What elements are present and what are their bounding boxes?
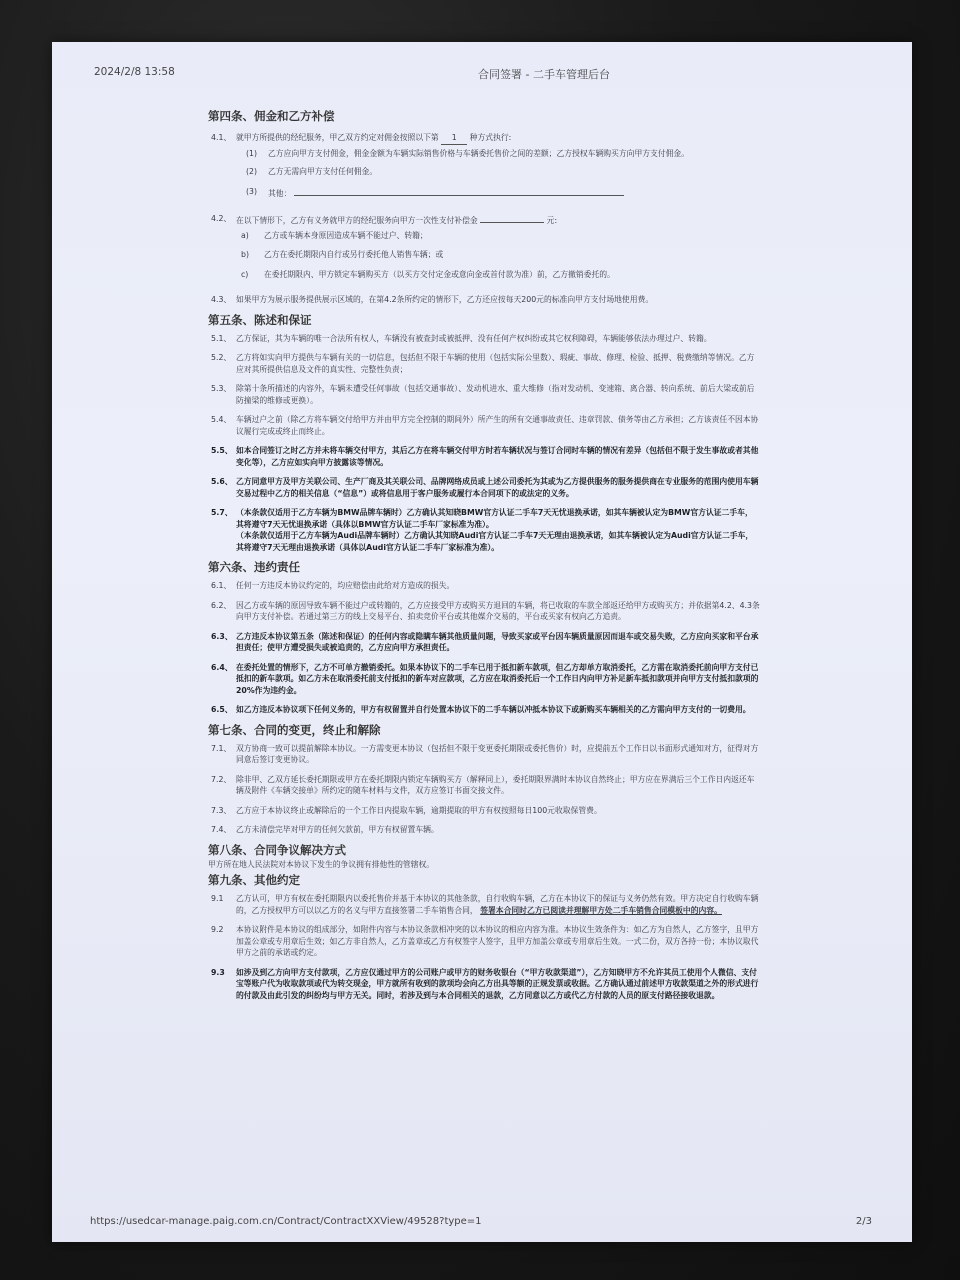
clause-4-1 — [208, 132, 760, 145]
clause-5-6 — [208, 476, 760, 499]
commission-option-field[interactable]: 1 — [441, 132, 467, 145]
clause-6-4 — [208, 662, 760, 697]
clause-number: 5.1、 — [211, 333, 232, 343]
clause-5-5 — [208, 445, 760, 468]
option-2 — [208, 166, 760, 178]
clause-number: 9.1 — [211, 894, 224, 903]
page-url: https://usedcar-manage.paig.com.cn/Contract/ContractXXView/49528?type=1 — [90, 1216, 482, 1227]
clause-6-2 — [208, 600, 760, 623]
clause-text: 车辆过户之前（除乙方将车辆交付给甲方并由甲方完全控制的期间外）所产生的所有交通事故责任、违章罚款、债务等由乙方承担；乙方该责任不因本协议履行完成或终止而终止。 — [236, 415, 759, 436]
option-text: 其他： — [268, 188, 292, 198]
section-5-title: 第五条、陈述和保证 — [208, 312, 312, 327]
case-letter: c) — [241, 269, 249, 279]
page-title: 合同签署 - 二手车管理后台 — [478, 68, 610, 81]
clause-text: 如涉及到乙方向甲方支付款项，乙方应仅通过甲方的公司账户或甲方的财务收银台（“甲方收款渠道”），乙方知晓甲方不允许其员工使用个人微信、支付宝等账户代为收取款项或代为转交现金，甲方就所有收到的款项均会向乙方出具等额的正规发票或收据。乙方确认通过前述甲方收款渠道之外的形式进行的付款及由此引发的纠纷均与甲方无关。同时，若涉及到与本合同相关的退款，乙方同意以乙方或代乙方付款的人员的原支付路径接收退款。 — [236, 967, 759, 1000]
clause-7-4 — [208, 824, 760, 836]
clause-text: 双方协商一致可以提前解除本协议。一方需变更本协议（包括但不限于变更委托期限或委托售价）时，应提前五个工作日以书面形式通知对方，征得对方同意后签订变更协议。 — [236, 743, 759, 764]
option-number: (3) — [246, 186, 258, 196]
case-text: 乙方或车辆本身原因造成车辆不能过户、转籍； — [264, 230, 428, 240]
clause-text: 如本合同签订之时乙方并未将车辆交付甲方，其后乙方在将车辆交付甲方时若车辆状况与签订合同时车辆的情况有差异（包括但不限于发生事故或者其他变化等），乙方应如实向甲方披露该等情况。 — [236, 446, 759, 467]
case-text: 在委托期限内、甲方锁定车辆购买方（以买方交付定金或意向金或首付款为准）前，乙方撤销委托的。 — [264, 269, 615, 279]
clause-number: 5.3、 — [211, 384, 232, 393]
clause-7-1 — [208, 743, 760, 766]
option-text: 乙方应向甲方支付佣金，佣金金额为车辆实际销售价格与车辆委托售价之间的差额；乙方授权车辆购买方向甲方支付佣金。 — [268, 148, 690, 158]
clause-9-2 — [208, 924, 760, 959]
clause-4-3 — [208, 294, 760, 306]
clause-number: 4.3、 — [211, 295, 232, 304]
clause-5-2 — [208, 352, 760, 375]
option-number: (2) — [246, 167, 258, 176]
clause-number: 7.3、 — [211, 805, 232, 815]
section-9-title: 第九条、其他约定 — [208, 873, 300, 887]
clause-text: 如果甲方为展示服务提供展示区域的，在第4.2条所约定的情形下，乙方还应按每天200元的标准向甲方支付场地使用费。 — [236, 295, 654, 304]
section-8-title: 第八条、合同争议解决方式 — [208, 842, 346, 857]
clause-7-3 — [208, 805, 760, 817]
other-option-blank-field[interactable] — [294, 186, 624, 196]
clause-text: 乙方将如实向甲方提供与车辆有关的一切信息，包括但不限于车辆的使用（包括实际公里数）、瑕疵、事故、修理、检验、抵押、税费缴纳等情况。乙方应对其所提供信息及文件的真实性、完整性负责； — [236, 353, 755, 374]
audi-clause-text: （本条款仅适用于乙方车辆为Audi品牌车辆时）乙方确认其知晓Audi官方认证二手车7天无理由退换承诺，如其车辆被认定为Audi官方认证二手车，其将遵守7天无理由退换承诺（具体以Audi官方认证二手车厂家标准为准）。 — [236, 531, 754, 552]
contract-body — [208, 108, 760, 1001]
case-text: 乙方在委托期限内自行或另行委托他人销售车辆；或 — [264, 250, 444, 259]
clause-number: 6.3、 — [211, 631, 233, 641]
page-number: 2/3 — [855, 1216, 872, 1227]
clause-number: 6.5、 — [211, 705, 233, 714]
clause-text: 就甲方所提供的经纪服务，甲乙双方约定对佣金按照以下第 — [236, 133, 439, 142]
contract-page — [52, 42, 912, 1242]
clause-text: 乙方未清偿完毕对甲方的任何欠款前，甲方有权留置车辆。 — [236, 825, 439, 834]
clause-text: 在委托处置的情形下，乙方不可单方撤销委托。如果本协议下的二手车已用于抵扣新车款项，但乙方却单方取消委托，乙方需在取消委托前向甲方支付已抵扣的新车款项。如乙方未在取消委托前支付抵扣的新车对应款项，乙方应在取消委托后一个工作日内向甲方补足新车抵扣款项并向甲方支付抵扣款项的20%作为违约金。 — [236, 662, 759, 695]
clause-5-7 — [208, 507, 760, 553]
clause-text: 乙方违反本协议第五条（陈述和保证）的任何内容或隐瞒车辆其他质量问题，导致买家或平台因车辆质量原因而退车或交易失败，乙方应向买家和平台承担责任；使甲方遭受损失或被追责的，乙方应向甲方承担责任。 — [236, 631, 759, 652]
clause-5-3 — [208, 383, 760, 406]
section-8-text: 甲方所在地人民法院对本协议下发生的争议拥有排他性的管辖权。 — [208, 859, 435, 869]
section-6-title: 第六条、违约责任 — [208, 560, 300, 574]
clause-text: 任何一方违反本协议约定的，均应赔偿由此给对方造成的损失。 — [236, 581, 455, 590]
clause-number: 5.6、 — [211, 477, 233, 486]
clause-5-1 — [208, 333, 760, 345]
clause-text: 因乙方或车辆的原因导致车辆不能过户或转籍的，乙方应接受甲方或购买方退回的车辆，将已收取的车款全部返还给甲方或购买方；并依据第4.2、4.3条向甲方支付补偿。若通过第三方的线上交易平台、拍卖竞价平台或其他媒介交易的，平台或买家有权向乙方追责。 — [236, 600, 760, 621]
clause-text: 乙方应于本协议终止或解除后的一个工作日内提取车辆，逾期提取的甲方有权按照每日100元收取保管费。 — [236, 805, 602, 815]
clause-6-3 — [208, 631, 760, 654]
clause-number: 6.4、 — [211, 662, 233, 672]
clause-number: 7.1、 — [211, 743, 232, 753]
clause-text: 除非甲、乙双方延长委托期限或甲方在委托期限内锁定车辆购买方（解释同上），委托期限界满时本协议自然终止；甲方应在界满后三个工作日内返还车辆及附件《车辆交接单》所约定的随车材料与文件，双方应签订书面交接文件。 — [236, 774, 755, 795]
case-letter: a) — [241, 230, 249, 240]
case-b — [208, 249, 760, 261]
case-c — [208, 269, 760, 281]
clause-number: 4.1、 — [211, 133, 232, 142]
clause-9-3 — [208, 967, 760, 1002]
case-a — [208, 230, 760, 242]
underlined-acknowledgement: 签署本合同时乙方已阅读并理解甲方处二手车销售合同模板中的内容。 — [480, 905, 722, 915]
option-1 — [208, 148, 760, 160]
case-letter: b) — [241, 250, 249, 259]
section-7-title: 第七条、合同的变更，终止和解除 — [208, 722, 381, 737]
option-text: 乙方无需向甲方支付任何佣金。 — [268, 167, 378, 176]
clause-text: 本协议附件是本协议的组成部分，如附件内容与本协议条款相冲突的以本协议的相应内容为准。本协议生效条件为：如乙方为自然人，乙方签字，且甲方加盖公章或专用章后生效；如乙方非自然人，乙方盖章或乙方有权签字人签字，且甲方加盖公章或专用章后生效。一式二份，双方各持一份；本协议取代甲方之前的承诺或约定。 — [236, 925, 759, 957]
clause-4-2 — [208, 213, 760, 227]
clause-text: 乙方认可，甲方有权在委托期限内以委托售价并基于本协议的其他条款，自行收购车辆，乙方在本协议下的保证与义务仍然有效。甲方决定自行收购车辆的，乙方授权甲方可以以乙方的名义与甲方直接签署二手车销售合同， — [236, 894, 759, 915]
section-4-title: 第四条、佣金和乙方补偿 — [208, 109, 335, 123]
clause-9-1 — [208, 893, 760, 916]
option-number: (1) — [246, 148, 258, 158]
clause-text: 如乙方违反本协议项下任何义务的，甲方有权留置并自行处置本协议下的二手车辆以冲抵本协议下或新购买车辆相关的乙方需向甲方支付的一切费用。 — [236, 705, 751, 714]
print-datetime: 2024/2/8 13:58 — [94, 66, 175, 78]
clause-number: 7.4、 — [211, 825, 232, 834]
bmw-clause-text: （本条款仅适用于乙方车辆为BMW品牌车辆时）乙方确认其知晓BMW官方认证二手车7天无忧退换承诺，如其车辆被认定为BMW官方认证二手车，其将遵守7天无忧退换承诺（具体以BMW官方认证二手车厂家标准为准）。 — [236, 508, 753, 529]
clause-number: 5.5、 — [211, 446, 233, 455]
option-3 — [208, 186, 760, 200]
clause-number: 4.2、 — [211, 214, 232, 223]
clause-number: 9.2 — [211, 925, 224, 934]
clause-text: 在以下情形下，乙方有义务就甲方的经纪服务向甲方一次性支付补偿金 — [236, 216, 478, 225]
clause-5-4 — [208, 414, 760, 437]
clause-number: 5.4、 — [211, 415, 232, 424]
clause-text: 除第十条所描述的内容外，车辆未遭受任何事故（包括交通事故）、发动机进水、重大维修（指对发动机、变速箱、离合器、转向系统、前后大梁或前后防撞梁的维修或更换）。 — [236, 384, 755, 405]
clause-number: 5.2、 — [211, 353, 232, 362]
clause-number: 5.7、 — [211, 508, 233, 517]
compensation-amount-field[interactable] — [480, 213, 544, 223]
clause-6-1 — [208, 580, 760, 592]
clause-text: 乙方保证，其为车辆的唯一合法所有权人，车辆没有被查封或被抵押、没有任何产权纠纷或其它权利障碍，车辆能够依法办理过户、转籍。 — [236, 333, 712, 343]
clause-text: 种方式执行: — [469, 133, 512, 142]
clause-number: 6.1、 — [211, 581, 232, 590]
clause-number: 9.3 — [211, 967, 225, 977]
clause-text: 乙方同意甲方及甲方关联公司、生产厂商及其关联公司、品牌网络成员或上述公司委托为其或为乙方提供服务的服务提供商在专业服务的范围内使用车辆交易过程中乙方的相关信息（“信息”）或将信息用于客户服务或履行本合同项下的或法定的义务。 — [236, 477, 759, 498]
clause-number: 6.2、 — [211, 600, 232, 610]
clause-7-2 — [208, 774, 760, 797]
clause-number: 7.2、 — [211, 774, 232, 784]
clause-6-5 — [208, 704, 760, 716]
clause-text: 元: — [546, 216, 558, 225]
